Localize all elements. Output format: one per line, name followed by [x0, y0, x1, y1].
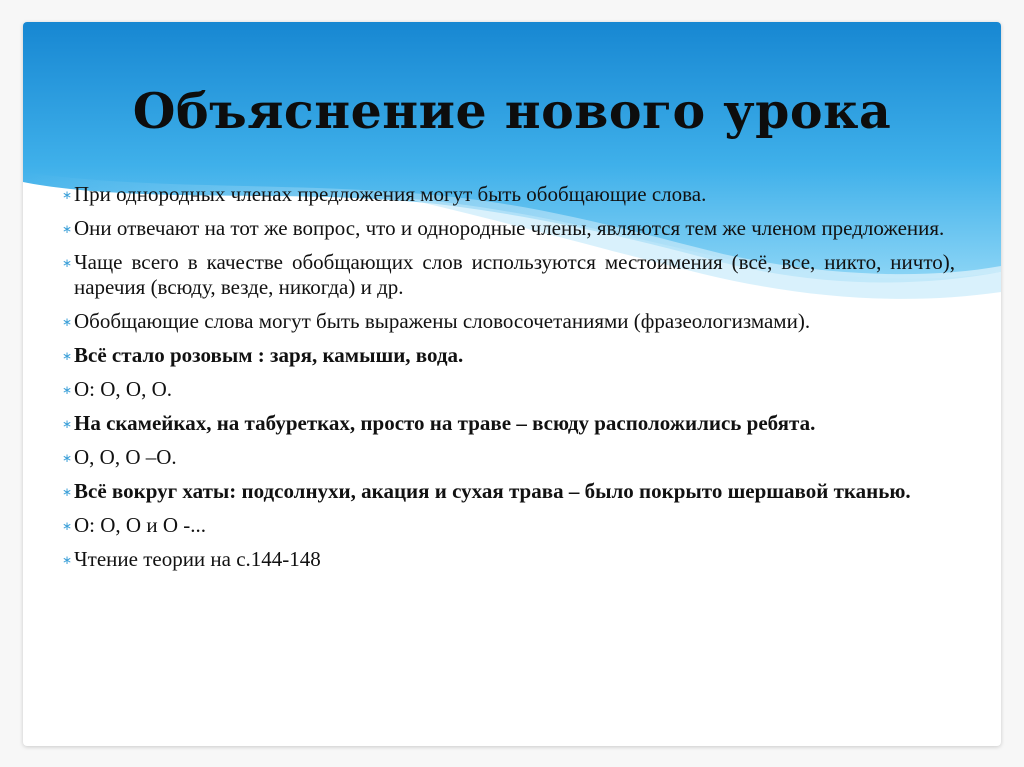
bullet-icon: ∗ [62, 417, 73, 431]
list-item-text: Они отвечают на тот же вопрос, что и однородные члены, являются тем же членом предложения. [74, 216, 945, 240]
list-item-text: Чаще всего в качестве обобщающих слов используются местоимения (всё, все, никто, ничто), наречия (всюду, везде, никогда) и др. [74, 250, 955, 299]
list-item [63, 250, 955, 300]
bullet-icon: ∗ [62, 256, 73, 270]
list-item-text: О: О, О, О. [74, 377, 172, 401]
list-item [63, 445, 955, 470]
list-item [63, 309, 955, 334]
bullet-icon: ∗ [62, 222, 73, 236]
list-item-text: Чтение теории на с.144-148 [74, 547, 321, 571]
list-item [63, 479, 955, 504]
list-item [63, 182, 955, 207]
list-item-text: Обобщающие слова могут быть выражены словосочетаниями (фразеологизмами). [74, 309, 811, 333]
bullet-icon: ∗ [62, 519, 73, 533]
slide-title: Объяснение нового урока [132, 82, 892, 140]
bullet-icon: ∗ [62, 485, 73, 499]
list-item [63, 411, 955, 436]
list-item [63, 513, 955, 538]
list-item-text: На скамейках, на табуретках, просто на траве – всюду расположились ребята. [74, 411, 816, 435]
list-item [63, 377, 955, 402]
list-item [63, 343, 955, 368]
bullet-icon: ∗ [62, 349, 73, 363]
list-item [63, 216, 955, 241]
bullet-icon: ∗ [62, 188, 73, 202]
bullet-list [63, 182, 955, 581]
bullet-icon: ∗ [62, 451, 73, 465]
list-item-text: Всё вокруг хаты: подсолнухи, акация и сухая трава – было покрыто шершавой тканью. [74, 479, 911, 503]
bullet-icon: ∗ [62, 553, 73, 567]
bullet-icon: ∗ [62, 315, 73, 329]
bullet-icon: ∗ [62, 383, 73, 397]
list-item-text: О, О, О –О. [74, 445, 177, 469]
list-item [63, 547, 955, 572]
slide [23, 22, 1001, 746]
list-item-text: Всё стало розовым : заря, камыши, вода. [74, 343, 464, 367]
list-item-text: При однородных членах предложения могут быть обобщающие слова. [74, 182, 707, 206]
list-item-text: О: О, О и О -... [74, 513, 206, 537]
